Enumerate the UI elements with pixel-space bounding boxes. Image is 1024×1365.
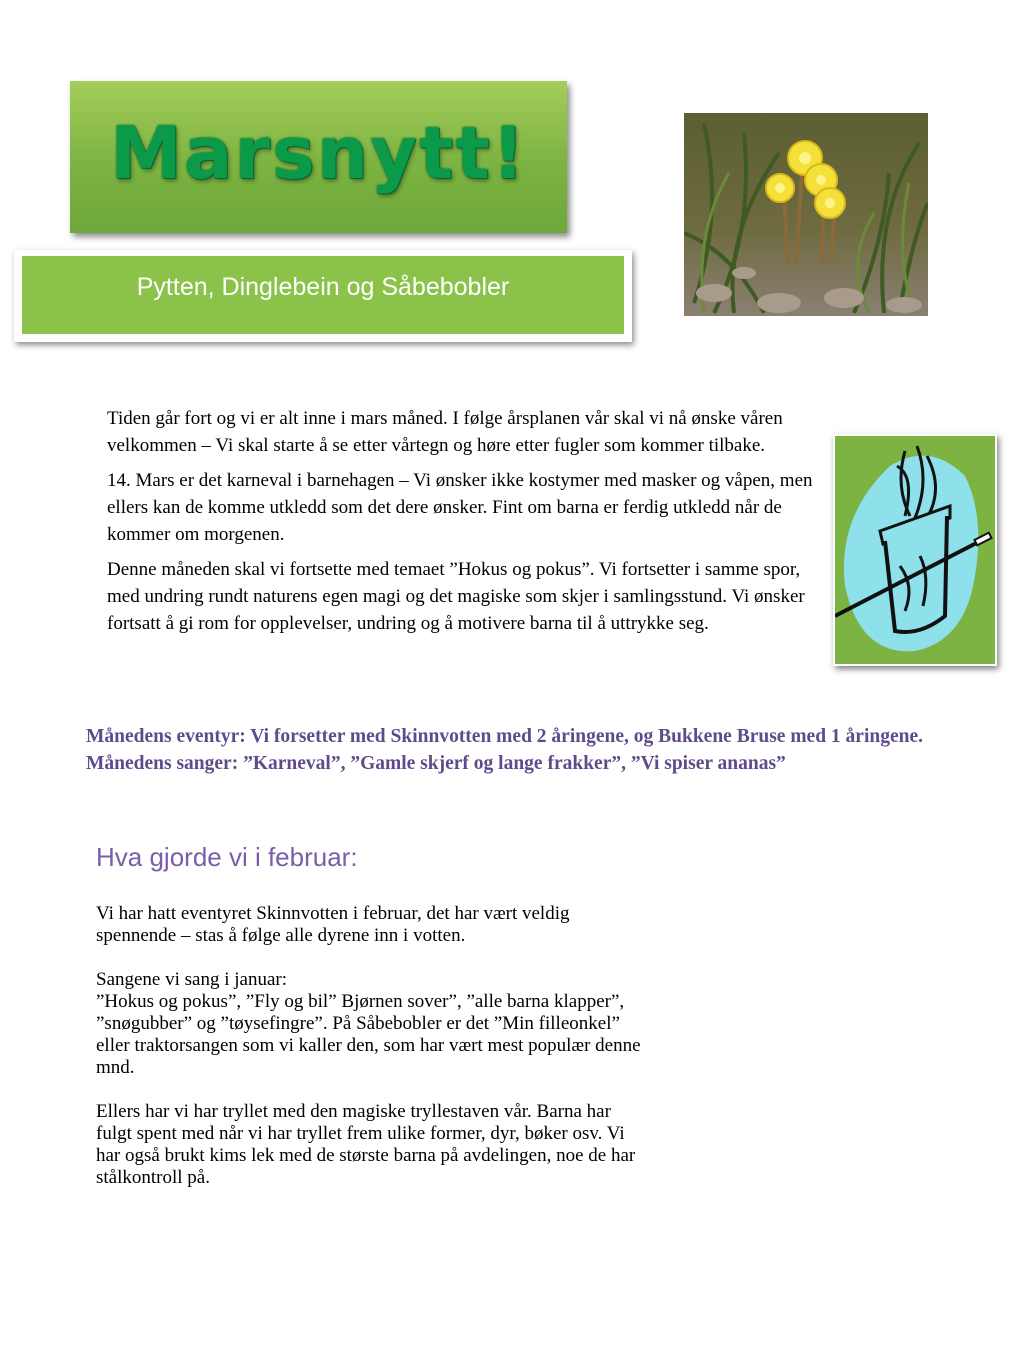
intro-paragraph-1: Tiden går fort og vi er alt inne i mars måned. I følge årsplanen vår skal vi nå ønske våren velkommen – Vi skal starte å se etter vårtegn og høre etter fugler som kommer tilbake. <box>107 408 783 456</box>
magic-hat-icon <box>835 436 995 664</box>
month-songs: Månedens sanger: ”Karneval”, ”Gamle skjerf og lange frakker”, ”Vi spiser ananas” <box>86 753 786 774</box>
february-paragraph-2 <box>96 969 776 1079</box>
magic-hat-card <box>833 434 997 666</box>
february-section <box>96 903 776 1211</box>
title-banner <box>70 81 567 233</box>
intro-paragraph-3: Denne måneden skal vi fortsette med temaet ”Hokus og pokus”. Vi fortsetter i samme spor, med undring rundt naturens egen magi og det magiske som skjer i samlingsstund. Vi ønsker fortsatt å gi rom for opplevelser, undring og å motivere barna til å uttrykke seg. <box>107 559 805 634</box>
text-line: Vi har hatt eventyret Skinnvotten i februar, det har vært veldig <box>96 903 570 924</box>
subtitle-text: Pytten, Dinglebein og Såbebobler <box>136 272 510 301</box>
subtitle-panel <box>22 256 624 334</box>
month-fairytale: Månedens eventyr: Vi forsetter med Skinnvotten med 2 åringene, og Bukkene Bruse med 1 åringene. <box>86 726 924 747</box>
month-highlights <box>86 723 966 777</box>
february-heading: Hva gjorde vi i februar: <box>96 842 358 872</box>
february-paragraph-3 <box>96 1101 776 1189</box>
text-line: spennende – stas å følge alle dyrene inn i votten. <box>96 925 466 946</box>
text-line: ”snøgubber” og ”tøysefingre”. På Såbebobler er det ”Min filleonkel” <box>96 1013 620 1034</box>
text-line: Ellers har vi har tryllet med den magiske tryllestaven vår. Barna har <box>96 1101 611 1122</box>
text-line: Sangene vi sang i januar: <box>96 969 288 990</box>
intro-paragraph-2: 14. Mars er det karneval i barnehagen – Vi ønsker ikke kostymer med masker og våpen, men ellers kan de komme utkledd som det dere ønsker. Fint om barna er ferdig utkledd når de kommer om morgenen. <box>107 470 813 545</box>
text-line: eller traktorsangen som vi kaller den, som har vært mest populær denne <box>96 1035 641 1056</box>
flower-photo <box>684 113 928 316</box>
text-line: har også brukt kims lek med de største barna på avdelingen, noe de har <box>96 1145 636 1166</box>
text-line: mnd. <box>96 1057 135 1078</box>
subtitle-banner <box>14 250 632 342</box>
text-line: ”Hokus og pokus”, ”Fly og bil” Bjørnen sover”, ”alle barna klapper”, <box>96 991 625 1012</box>
text-line: fulgt spent med når vi har tryllet frem ulike former, dyr, bøker osv. Vi <box>96 1123 625 1144</box>
intro-section <box>107 405 823 645</box>
text-line: stålkontroll på. <box>96 1167 210 1188</box>
february-paragraph-1 <box>96 903 776 947</box>
page-title: Marsnytt! <box>110 111 527 195</box>
